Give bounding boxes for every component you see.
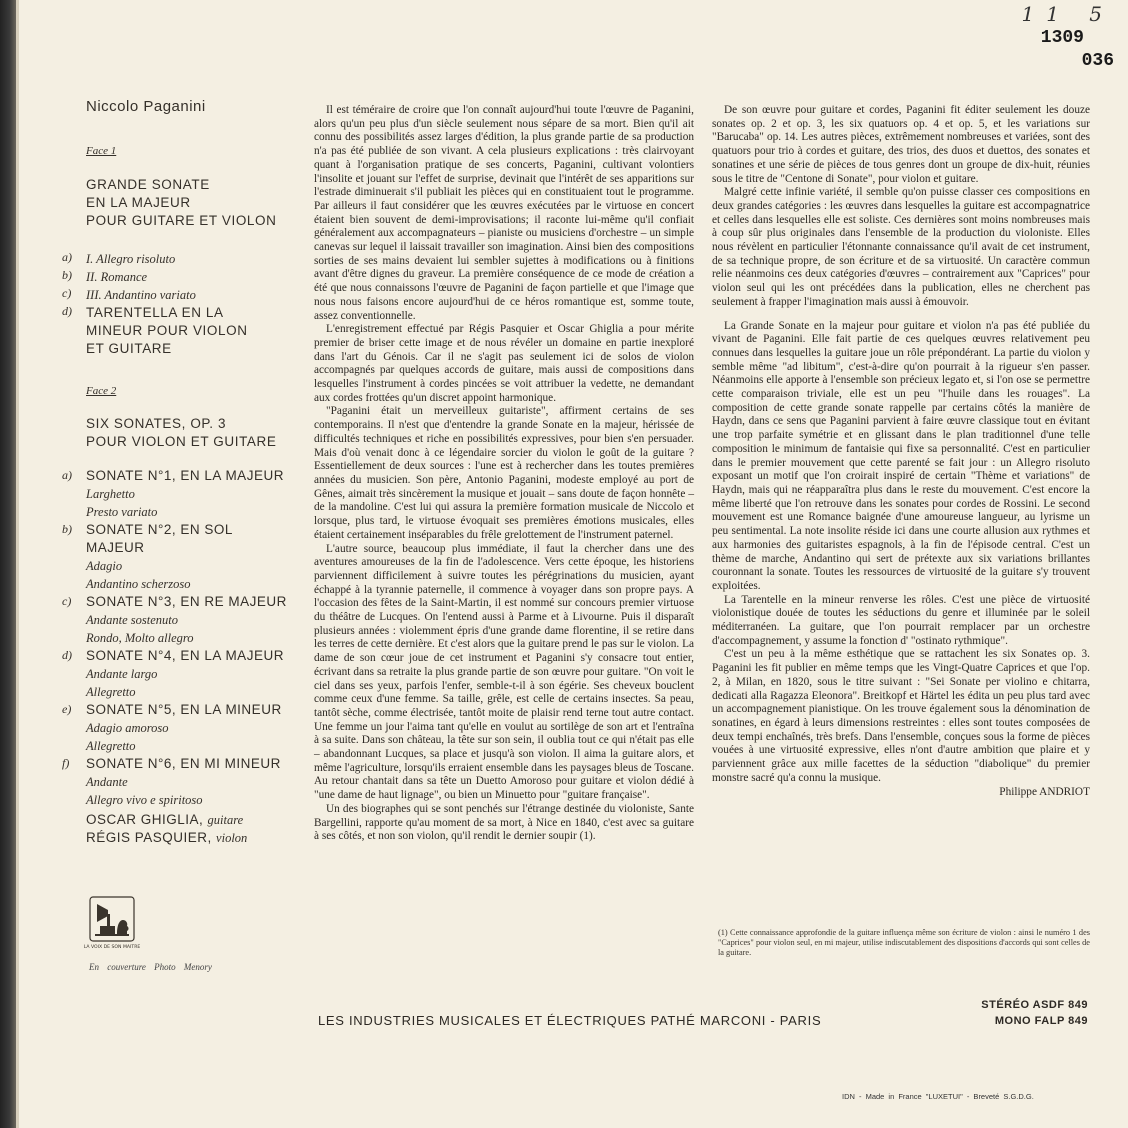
paragraph: Un des biographes qui se sont penchés sur l'étrange destinée du violoniste, Sante Bargellini, rapporte qu'au moment de sa mort, à Nice en 1840, c'est avec sa guitare à ses côtés, et non son violon, qu'il rendit le dernier soupir (1). [314,802,694,843]
spine-edge [0,0,16,1128]
six-sonates-title [86,415,298,451]
title-line: POUR GUITARE ET VIOLON [86,213,277,228]
sonata-title: SONATE N°2, EN SOL [86,522,233,537]
author-signature: Philippe ANDRIOT [999,786,1090,799]
liner-notes-column-1 [314,104,694,844]
paragraph: Il est téméraire de croire que l'on connaît aujourd'hui toute l'œuvre de Paganini, alors qu'un peu plus d'un siècle seulement nous sépare de sa mort. Bien qu'il ait connu des possibilités assez larges d'édition, la plus grande partie de sa production n'a pas été publiée de son vivant. A cela plusieurs explications : très clairvoyant quant à l'organisation pratique de ses concerts, Paganini, cultivant volontiers l'insolite et jouant sur l'effet de surprise, devinait que l'intérêt de ses apparitions sur l'estrade diminuerait s'il publiait les pièces qui en constituaient tout le programme. Par ailleurs il faut considérer que les œuvres exécutées par le virtuose en concert étaient bien souvent de demi-improvisations; il raconte lui-même qu'il confiait généralement aux accompagnateurs – pianiste ou musiciens d'orchestre – un simple canevas sur lequel il laissait travailler son imagination. Ainsi bien des compositions sorties de ses mains devaient lui sembler sujettes à modifications ou à finitions avant d'être dignes du graveur. La première conséquence de ce mode de création a été que nous connaissons l'œuvre de Paganini de façon partielle et que l'image que nous nous faisons encore aujourd'hui de ce héros romantique est, somme toute, assez conventionnelle. [314,104,694,322]
track-letter: c) [62,286,72,300]
title-line: ET GUITARE [86,341,172,356]
svg-text:LA VOIX DE SON MAITRE: LA VOIX DE SON MAITRE [83,945,141,950]
liner-notes-column-2 [712,104,1090,800]
mono-reference: MONO FALP 849 [994,1015,1088,1027]
paragraph: "Paganini était un merveilleux guitariste", affirment certains de ses contemporains. Il n'est que d'entendre la grande Sonate en la majeur, hérissée de difficultés techniques et riche en possibilités expressives, pour bien s'en persuader. Mais d'où venait donc à ce légendaire sorcier du violon le goût de la guitare ? Essentiellement de deux sources : l'une est à rechercher dans les toutes premières années du musicien. Son père, Antonio Paganini, modeste employé au port de Gênes, aimait très sincèrement la musique et jouait – sans doute de façon honnête – de la mandoline. C'est lui qui assura la première formation musicale de Niccolo et lorsque, plus tard, le virtuose évoquait ses premières émotions musicales, elles étaient certainement inséparables du frêle grelottement de l'instrument paternel. [314,405,694,541]
face-2-label: Face 2 [86,385,117,397]
sonata-title: SONATE N°4, EN LA MAJEUR [86,648,284,663]
track-item [62,268,298,286]
track-letter: e) [62,702,72,716]
track-letter: d) [62,648,72,662]
movement: Allegro vivo e spiritoso [86,793,203,807]
movement: Adagio [86,559,123,573]
title-line: TARENTELLA EN LA [86,305,224,320]
paragraph: Malgré cette infinie variété, il semble qu'on puisse classer ces compositions en deux grandes catégories : les œuvres dans lesquelles la guitare est accompagnatrice et celles dans lesquelles elle est soliste. Ces dernières sont moins nombreuses mais à coup sûr plus originales dans l'ensemble de la production du violoniste. Elles nous révèlent en particulier l'étonnante connaissance qu'il avait de cet instrument, de sa technique propre, de son écriture et de sa virtuosité. Un caractère commun relie néanmoins ces deux catégories d'œuvres – contrairement aux "Caprices" pour violon seul qui les ont précédées dans la publication, elles ne cherchent pas seulement à frapper l'imagination mais aussi à émouvoir. [712,186,1090,308]
movement: Andante largo [86,667,158,681]
title-line: GRANDE SONATE [86,177,210,192]
track-letter: b) [62,522,72,536]
cover-photo-credit: En couverture Photo Menory [89,962,212,972]
movement: Adagio amoroso [86,721,169,735]
paragraph: La Tarentelle en la mineur renverse les rôles. C'est une pièce de virtuosité violonistique douée de toutes les séductions du genre et illuminée par le soleil méditerranéen. La guitare, que l'on pourrait remplacer par un orchestre d'accompagnement, y assume la fonction d' "ostinato rythmique". [712,593,1090,647]
sonata-item [62,755,298,809]
print-credit: IDN - Made in France "LUXETUI" - Breveté S.G.D.G. [842,1092,1034,1101]
paragraph: De son œuvre pour guitare et cordes, Paganini fit éditer seulement les douze sonates op. 2 et op. 3, les six quatuors op. 4 et op. 5, et les variations sur "Barucaba" op. 14. Les autres pièces, extrêmement nombreuses et variées, sont des quatuors pour trio à cordes et guitare, des trios, des duos et duettos, des sonates et sonatines et une série de pièces de tous genres dont un groupe de dix-huit, réunies sous le titre de "Centone di Sonate", pour violon et guitare. [712,104,1090,185]
movement: Andante [86,775,128,789]
performer-instrument: guitare [207,813,244,827]
performer-name: RÉGIS PASQUIER, [86,830,212,845]
sonata-item [62,593,298,647]
track-letter: b) [62,268,72,282]
performer-instrument: violon [216,831,248,845]
grande-sonate-title [86,176,298,230]
track-title: II. Romance [86,270,148,284]
title-line: MINEUR POUR VIOLON [86,323,248,338]
catalog-references [981,997,1088,1029]
record-company: LES INDUSTRIES MUSICALES ET ÉLECTRIQUES PATHÉ MARCONI - PARIS [318,1013,822,1028]
track-letter: a) [62,468,72,482]
track-item-tarentella [62,304,298,358]
performer-violin [86,829,298,847]
movement: Andante sostenuto [86,613,179,627]
sonata-item [62,467,298,521]
face-1-tracks [62,250,298,358]
sonata-item [62,647,298,701]
face-2-sonatas [62,467,298,809]
sonata-title: SONATE N°5, EN LA MINEUR [86,702,282,717]
movement: Allegretto [86,685,136,699]
movement: Allegretto [86,739,136,753]
track-listing [62,98,298,847]
performer-guitar [86,811,298,829]
footnote: (1) Cette connaissance approfondie de la guitare influença même son écriture de violon : ainsi le numéro 1 des "Caprices" pour violon seul, en mi majeur, utilise indiscutablement des dispositions d'accords qui sont celles de la guitare. [718,928,1090,957]
track-item [62,286,298,304]
performers [86,811,298,847]
sonata-title: SONATE N°3, EN RE MAJEUR [86,594,287,609]
track-letter: c) [62,594,72,608]
title-line: POUR VIOLON ET GUITARE [86,434,277,449]
his-masters-voice-logo-icon [83,896,141,950]
catalog-number-2: 036 [1081,51,1114,71]
paragraph: La Grande Sonate en la majeur pour guitare et violon n'a pas été publiée du vivant de Paganini. Elle fait partie de ces quelques œuvres relativement peu connues dans lesquelles la guitare joue un rôle prépondérant. La partie du violon y semble même "ad libitum", c'est-à-dire qu'on pourrait à la rigueur s'en passer. Néanmoins elle apporte à l'ensemble son précieux legato et, si l'on ose se permettre cette comparaison triviale, elle est un peu "l'huile dans les rouages". La composition de cette grande sonate rappelle par certains côtés la manière de Haydn, dans ce sens que Paganini parvient à faire œuvre classique tout en évitant une trop parfaite symétrie et en glissant dans le plan traditionnel d'une telle composition le minimum de fantaisie qui fixe sa personnalité. C'est en particulier dans le premier mouvement que cette parenté se fait jour : un Allegro risoluto exposant un motif que l'on croirait inspiré de certain "Thème et variations" de Haydn, mais qui ne réapparaîtra plus dans le reste du mouvement. C'est encore la même liberté que l'on retrouve dans les sonates pour cordes de Rossini. Le second mouvement est une Romance baignée d'une amoureuse langueur, au lyrisme un peu sentimental. La note insolite réside ici dans une courte allusion aux rythmes et aux harmonies des guitaristes espagnols, à la fin de l'épisode central. C'est un thème de marche, Andantino qui sert de prétexte aux six variations brillantes couronnant la sonate. Toutes les ressources de virtuosité de la guitare s'y trouvent exploitées. [712,319,1090,592]
sonata-title: SONATE N°6, EN MI MINEUR [86,756,281,771]
movement: Andantino scherzoso [86,577,191,591]
title-line: EN LA MAJEUR [86,195,191,210]
sonata-title: MAJEUR [86,540,145,555]
paragraph: C'est un peu à la même esthétique que se rattachent les six Sonates op. 3. Paganini les fit publier en même temps que les Vingt-Quatre Caprices et que l'op. 2, à Milan, en 1820, sous le titre suivant : "Sei Sonate per violino e chitarra, dedicati alla Ragazza Eleonora". Breitkopf et Härtel les édita un peu plus tard avec un accompagnement pianistique. On les trouve également sous la dénomination de sonatines, en égard à leurs dimensions restreintes : elles sont toutes composées de deux tempi enchaînés, très brefs. Dans l'ensemble, conçues sous la forme de pièces vouées à une virtuosité expressive, elles n'ont d'autre ambition que plaire et y parviennent grâce aux mille facettes de la séduction "diabolique" du premier monstre sacré qu'a connu la musique. [712,648,1090,784]
track-item [62,250,298,268]
catalog-numbers [1021,2,1114,71]
movement: Rondo, Molto allegro [86,631,194,645]
performer-name: OSCAR GHIGLIA, [86,812,204,827]
paragraph: L'enregistrement effectué par Régis Pasquier et Oscar Ghiglia a pour mérite premier de briser cette image et de nous révéler un domaine en partie inexploré dans l'art du Génois. Car il ne s'agit pas seulement ici de solos de violon accompagnés par quelques accords de guitare, mais aussi de compositions dans lesquelles l'instrument à cordes pincées se voit attribuer la vedette, ne demandant aux cordes frottées qu'un discret appoint harmonique. [314,323,694,404]
paragraph: L'autre source, beaucoup plus immédiate, il faut la chercher dans une des aventures amoureuses de la fin de l'adolescence. Vers cette époque, les historiens parviennent difficilement à suivre toutes les pérégrinations du musicien, ayant échappé à la tyrannie paternelle, il commence à voyager dans son propre pays. A l'occasion des fêtes de la Saint-Martin, il est nommé sur concours premier virtuose du théâtre de Lucques. On l'entend aussi à Parme et à Livourne. Puis il disparaît plusieurs années : violemment épris d'une grande dame florentine, il se retire dans les terres de cette dernière. Et c'est alors que la guitare prend le pas sur le violon. La dame de son cœur joue de cet instrument et Paganini s'y consacre tout entier, écrivant dans sa retraite la plus grande partie de son œuvre pour guitare. "On voit le ciel dans ses yeux, parfois l'enfer, semble-t-il à son égérie. Ses cheveux bouclent comme ceux d'une femme. Sa taille, grêle, est celle de certains insectes. Sa peau, tantôt sèche, comme électrisée, tantôt moite de plaisir rend terne tout autre contact. Une femme un jour l'aima tant qu'elle en voulut au sortilège de son art et l'entraîna à sa suite. Dans son château, la tête sur son sein, il oublia tout ce qui n'était pas elle – abandonnant Lucques, sa place et jusqu'à son violon. Il aima la guitare alors, et même l'agriculture, lorsqu'ils erraient ensemble dans les paysages bleus de Toscane. Au retour chantait dans sa tête un Duetto Amoroso pour guitare et violon dédié à "une dame de haut lignage", ou bien un Minuetto pour "guitare française". [314,542,694,802]
track-letter: a) [62,250,72,264]
track-letter: d) [62,304,72,318]
title-line: SIX SONATES, OP. 3 [86,416,227,431]
catalog-number-1: 1309 [1040,28,1084,48]
spine-highlight [16,0,19,1128]
stereo-reference: STÉRÉO ASDF 849 [981,999,1088,1011]
movement: Larghetto [86,487,135,501]
handwritten-mark: 11 5 [1021,2,1114,26]
composer-name: Niccolo Paganini [86,98,206,115]
movement: Presto variato [86,505,158,519]
sonata-title: SONATE N°1, EN LA MAJEUR [86,468,284,483]
sonata-item [62,521,298,593]
face-1-label: Face 1 [86,145,117,157]
track-title: III. Andantino variato [86,288,196,302]
track-letter: f) [62,756,70,770]
sonata-item [62,701,298,755]
track-title: I. Allegro risoluto [86,252,176,266]
